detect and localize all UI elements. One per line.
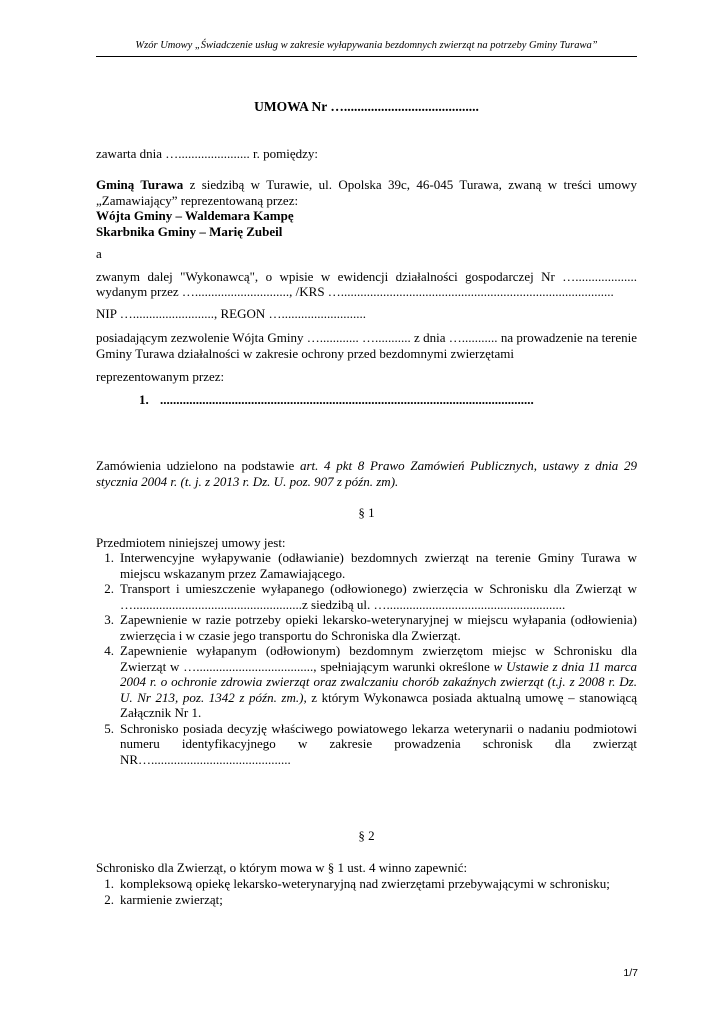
party1-block — [96, 177, 637, 239]
representative-dots: ................................................................................................................... — [160, 392, 534, 407]
list-item-text: Transport i umieszczenie wyłapanego (odłowionego) zwierzęcia w Schronisku dla Zwierząt w …....................................................z siedzibą ul. …....................................................... — [120, 581, 637, 612]
section2-list — [96, 876, 637, 907]
section2-intro: Schronisko dla Zwierząt, o którym mowa w § 1 ust. 4 winno zapewnić: — [96, 860, 468, 875]
party1-rep1: Wójta Gminy – Waldemara Kampę — [96, 208, 294, 223]
party1-name: Gminą Turawa — [96, 177, 184, 192]
page-header: Wzór Umowy „Świadczenie usług w zakresie wyłapywania bezdomnych zwierząt na potrzeby Gminy Turawa” — [135, 40, 598, 51]
list-item-text: kompleksową opiekę lekarsko-weterynaryjną nad zwierzętami przebywającymi w schronisku; — [120, 876, 610, 891]
basis-paragraph — [96, 458, 637, 489]
representative-number: 1. — [139, 392, 149, 407]
section1-intro: Przedmiotem niniejszej umowy jest: — [96, 535, 286, 550]
contract-title: UMOWA Nr …........................................ — [254, 99, 479, 114]
list-item: 5. Schronisko posiada decyzję właściwego powiatowego lekarza weterynarii o nadaniu podmiotowi numeru identyfikacyjnego w zakresie prowadzenia schronisk dla zwierząt NR…........................................... — [104, 720, 637, 767]
list-item: 1. kompleksową opiekę lekarsko-weterynaryjną nad zwierzętami przebywającymi w schronisku; — [96, 876, 637, 892]
section2-heading: § 2 — [358, 828, 375, 843]
section1-list — [96, 550, 637, 767]
concluded-line: zawarta dnia …...................... r. pomiędzy: — [96, 146, 319, 161]
party1-description: z siedzibą w Turawie, ul. Opolska 39c, 46-045 Turawa, zwaną w treści umowy „Zamawiający” reprezentowaną przez: — [96, 177, 637, 208]
list-item: 1. Interwencyjne wyłapywanie (odławianie) bezdomnych zwierząt na terenie Gminy Turawa w miejscu wskazanym przez Zamawiającego. — [104, 550, 637, 581]
party2-line2: wydanym przez …............................., /KRS ….................................................................................... — [96, 284, 614, 299]
list-item: 2. karmienie zwierząt; — [96, 892, 637, 908]
list-item: 2. Transport i umieszczenie wyłapanego (odłowionego) zwierzęcia w Schronisku dla Zwierząt w …....................................................z siedzibą ul. …....................................................... — [104, 581, 637, 612]
nip-regon-line: NIP …........................., REGON ….......................... — [96, 306, 366, 321]
list-item-text: Zapewnienie wyłapanym (odłowionym) bezdomnym zwierzętom miejsc w Schronisku dla Zwierząt w …...................................., spełniającym warunki określone w Ustawie z dnia 11 marca 2004 r. o ochronie zdrowia zwierząt oraz zwalczaniu chorób zakaźnych zwierząt (t.j. z 2008 r. Dz. U. Nr 213, poz. 1342 z późn. zm.), z którym Wykonawca posiada aktualną umowę – stanowiącą Załącznik Nr 1. — [120, 643, 637, 720]
permit-text: posiadającym zezwolenie Wójta Gminy …............ …........... z dnia …........... na prowadzenie na terenie Gminy Turawa działalności w zakresie ochrony przed bezdomnymi zwierzętami — [96, 330, 637, 361]
basis-text: Zamówienia udzielono na podstawie — [96, 458, 300, 473]
party2-line1: zwanym dalej "Wykonawcą", o wpisie w ewidencji działalności gospodarczej Nr …................... — [96, 269, 637, 284]
party1-rep2: Skarbnika Gminy – Marię Zubeil — [96, 223, 283, 239]
list-item: 4. Zapewnienie wyłapanym (odłowionym) bezdomnym zwierzętom miejsc w Schronisku dla Zwierząt w …...................................., spełniającym warunki określone w Ustawie z dnia 11 marca 2004 r. o ochronie zdrowia zwierząt oraz zwalczaniu chorób zakaźnych zwierząt (t.j. z 2008 r. Dz. U. Nr 213, poz. 1342 z późn. zm.), z którym Wykonawca posiada aktualną umowę – stanowiącą Załącznik Nr 1. — [104, 643, 637, 720]
and-word: a — [96, 246, 102, 261]
list-item: 3. Zapewnienie w razie potrzeby opieki lekarsko-weterynaryjnej w miejscu wyłapania (odłowienia) zwierzęcia i w czasie jego transportu do Schroniska dla Zwierząt. — [104, 612, 637, 643]
represented-by: reprezentowanym przez: — [96, 369, 225, 384]
list-item-text: Schronisko posiada decyzję właściwego powiatowego lekarza weterynarii o nadaniu podmiotowi numeru identyfikacyjnego w zakresie prowadzenia schronisk dla zwierząt NR…........................................... — [120, 720, 637, 767]
list-item-text: Interwencyjne wyłapywanie (odławianie) bezdomnych zwierząt na terenie Gminy Turawa w miejscu wskazanym przez Zamawiającego. — [120, 550, 637, 581]
basis-legal-reference: art. 4 pkt 8 Prawo Zamówień Publicznych, ustawy z dnia 29 stycznia 2004 r. (t. j. z 2013 r. Dz. U. poz. 907 z późn. zm). — [96, 458, 637, 489]
header-rule — [96, 56, 637, 57]
page-number: 1/7 — [623, 967, 638, 979]
list-item-text: Zapewnienie w razie potrzeby opieki lekarsko-weterynaryjnej w miejscu wyłapania (odłowienia) zwierzęcia i w czasie jego transportu do Schroniska dla Zwierząt. — [120, 612, 637, 643]
section1-heading: § 1 — [358, 505, 375, 520]
list-item-text: karmienie zwierząt; — [120, 891, 223, 907]
